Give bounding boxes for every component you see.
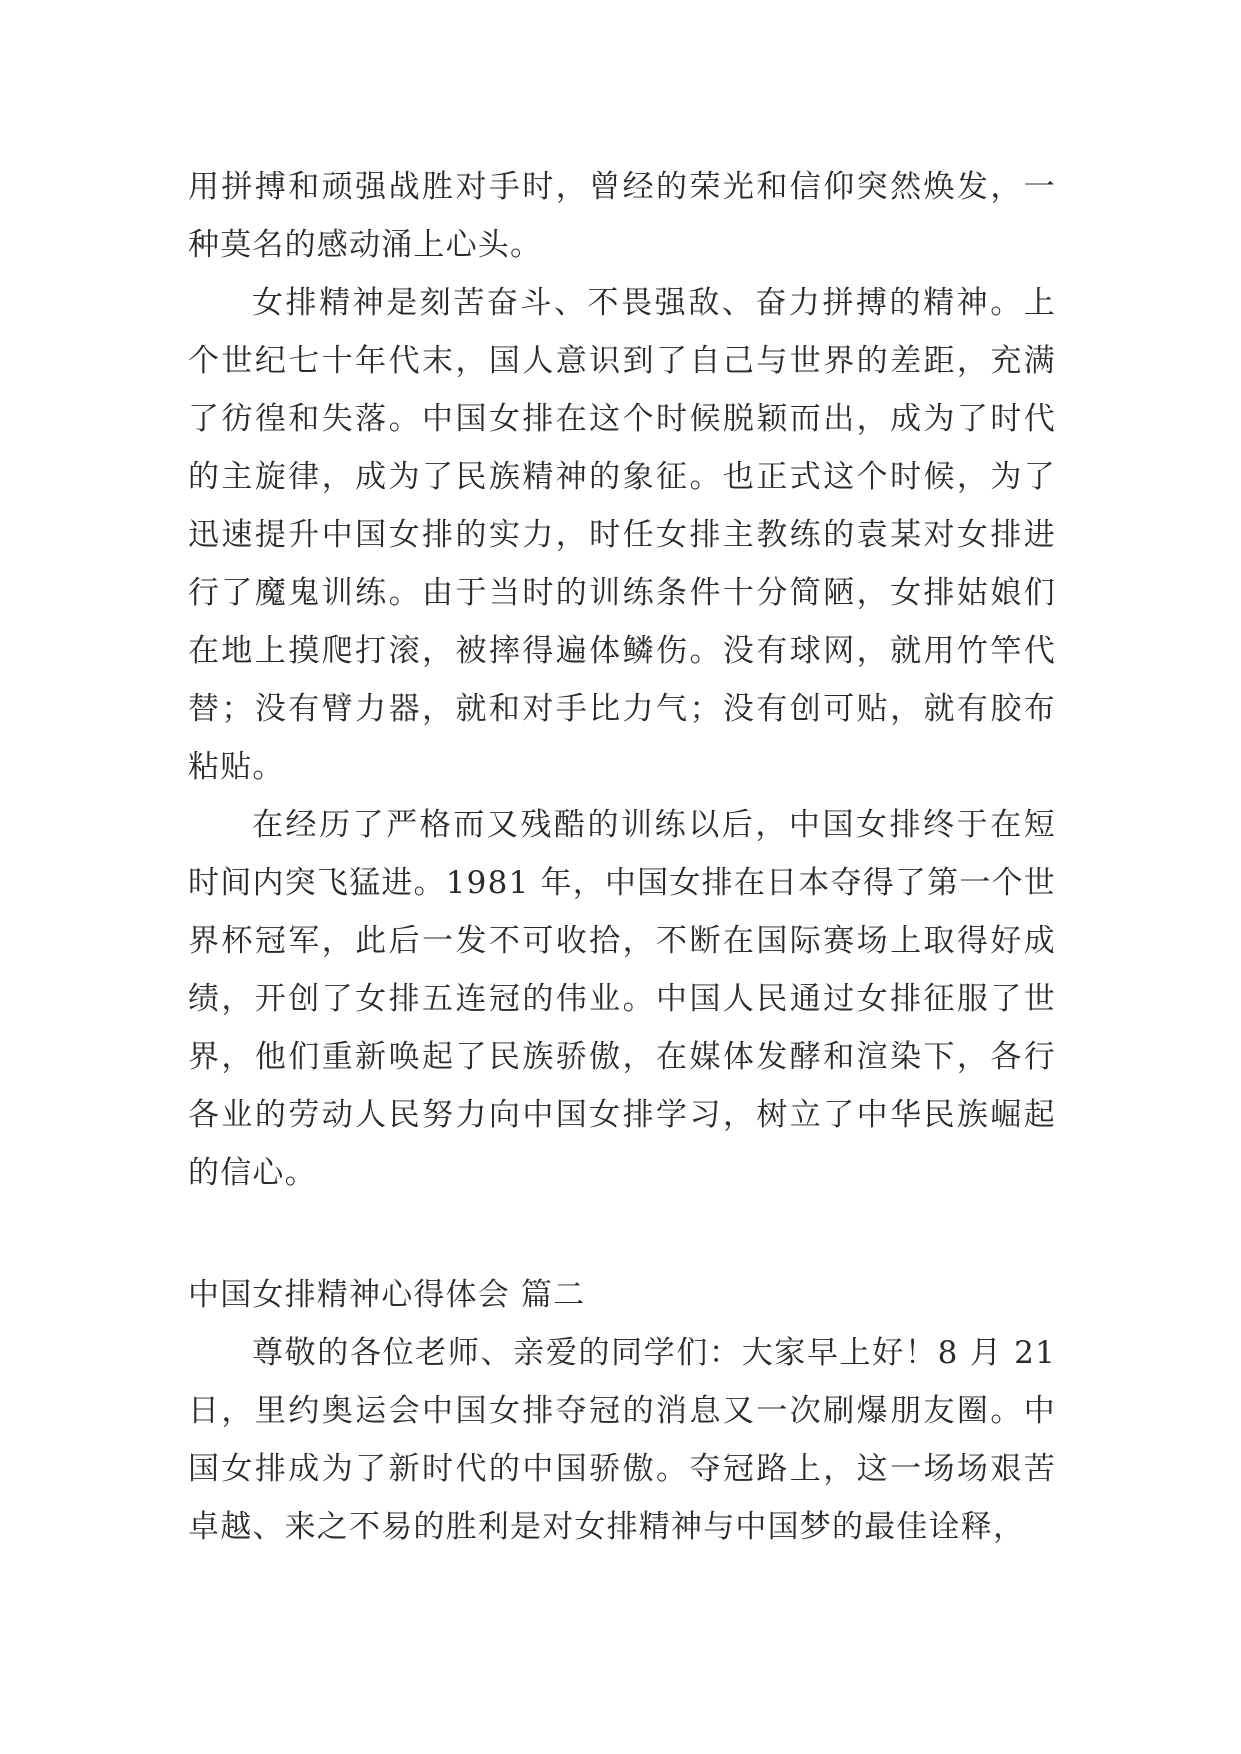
document-body (188, 158, 1056, 1556)
paragraph-spirit: 女排精神是刻苦奋斗、不畏强敌、奋力拼搏的精神。上个世纪七十年代末，国人意识到了自己与世界的差距，充满了彷徨和失落。中国女排在这个时候脱颖而出，成为了时代的主旋律，成为了民族精神的象征。也正式这个时候，为了迅速提升中国女排的实力，时任女排主教练的袁某对女排进行了魔鬼训练。由于当时的训练条件十分简陋，女排姑娘们在地上摸爬打滚，被摔得遍体鳞伤。没有球网，就用竹竿代替；没有臂力器，就和对手比力气；没有创可贴，就有胶布粘贴。 (188, 285, 1056, 785)
section-heading: 中国女排精神心得体会 篇二 (188, 1277, 586, 1313)
paragraph-continued: 用拼搏和顽强战胜对手时，曾经的荣光和信仰突然焕发，一种莫名的感动涌上心头。 (188, 169, 1056, 263)
paragraph-speech: 尊敬的各位老师、亲爱的同学们：大家早上好！8 月 21 日，里约奥运会中国女排夺冠的消息又一次刷爆朋友圈。中国女排成为了新时代的中国骄傲。夺冠路上，这一场场艰苦卓越、来之不易的胜利是对女排精神与中国梦的最佳诠释， (188, 1335, 1056, 1545)
paragraph-history: 在经历了严格而又残酷的训练以后，中国女排终于在短时间内突飞猛进。1981 年，中国女排在日本夺得了第一个世界杯冠军，此后一发不可收拾，不断在国际赛场上取得好成绩，开创了女排五连冠的伟业。中国人民通过女排征服了世界，他们重新唤起了民族骄傲，在媒体发酵和渲染下，各行各业的劳动人民努力向中国女排学习，树立了中华民族崛起的信心。 (188, 807, 1056, 1191)
